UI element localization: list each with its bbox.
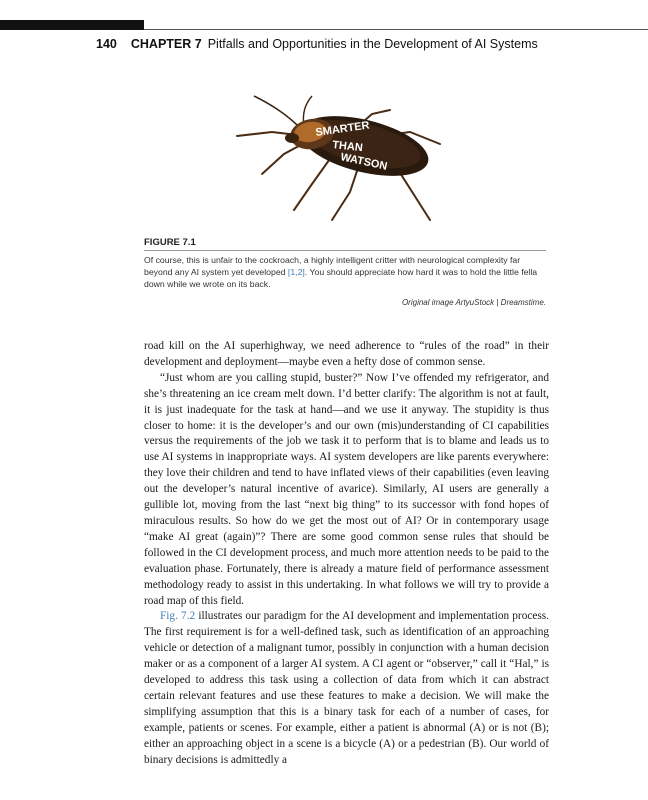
figure-reference-link[interactable]: Fig. 7.2	[160, 610, 196, 623]
figure-caption	[144, 254, 549, 291]
running-head	[96, 37, 566, 51]
figure-label: FIGURE 7.1	[144, 237, 196, 248]
paragraph-3	[144, 609, 549, 768]
lettering-line-2: THAN	[331, 139, 364, 155]
lettering-line-1: SMARTER	[314, 119, 371, 139]
body-text	[144, 339, 549, 768]
header-rule	[144, 29, 648, 30]
chapter-title: Pitfalls and Opportunities in the Development of AI Systems	[207, 37, 538, 51]
paragraph-2: “Just whom are you calling stupid, buster?” Now I’ve offended my refrigerator, and she’s threatening an ice cream melt down. I’d better clarify: The algorithm is not at fault, it is just inadequate for the task at hand—and we use it anyway. The stupidity is thus closer to home: it is the developer’s and our own (mis)understanding of CI capabilities versus the requirements of the job we task it to perform that is to blame and leads us to use AI systems in inappropriate ways. AI system developers are like parents everywhere: they love their children and tend to have inflated views of their capabilities (even leaving out the developer’s natural incentive of avarice). Similarly, AI users are generally a gullible lot, moving from the last “next big thing” to its successor with fond hopes of miraculous results. So how do we get the most out of AI? Or in contemporary usage “make AI great (again)”? There are some good common sense rules that should be followed in the CI development process, and much more attention needs to be paid to the evaluation phase. Fortunately, there is already a mature field of performance assessment methodology ready to assist in this undertaking. In what follows we will try to provide a road map of this field.	[144, 371, 549, 607]
caption-citation-link[interactable]: [1,2]	[287, 267, 305, 278]
header-bar-block	[0, 20, 144, 30]
lettering-line-3: WATSON	[339, 151, 389, 173]
cockroach-head	[285, 133, 299, 143]
page-number: 140	[96, 37, 117, 51]
cockroach-illustration	[232, 92, 464, 232]
paragraph-1: road kill on the AI superhighway, we need adherence to “rules of the road” in their development and deployment—maybe even a hefty dose of common sense.	[144, 340, 549, 368]
paragraph-3-text: illustrates our paradigm for the AI development and implementation process. The first requirement is for a well-defined task, such as identification of an approaching vehicle or detection of a malignant tumor, possibly in conjunction with a human decision maker or as a component of a larger AI system. A CI agent or “observer,” call it “Hal,” is developed to address this task using a collection of data from which it can abstract certain relevant features and use these features to make a decision. We will make the simplifying assumption that this is a binary task for each of a number of cases, for example, patients or scenes. For example, either a patient is abnormal (A) or is not (B); either an approaching object in a scene is a bicycle (A) or a pedestrian (B). Our world of binary decisions is admittedly a	[144, 610, 549, 766]
caption-text-start: Of course, this is unfair to the cockroach, a highly intelligent critter with neurological complexity far beyond any AI system yet developed	[144, 255, 521, 278]
antenna-left	[254, 96, 302, 130]
figure-credit: Original image ArtyuStock | Dreamstime.	[401, 298, 546, 307]
caption-text-end: . You should appreciate how hard it was to hold the little fella down while we wrote on its back.	[144, 267, 538, 290]
figure-rule	[144, 250, 546, 251]
chapter-label: CHAPTER 7	[130, 37, 202, 51]
